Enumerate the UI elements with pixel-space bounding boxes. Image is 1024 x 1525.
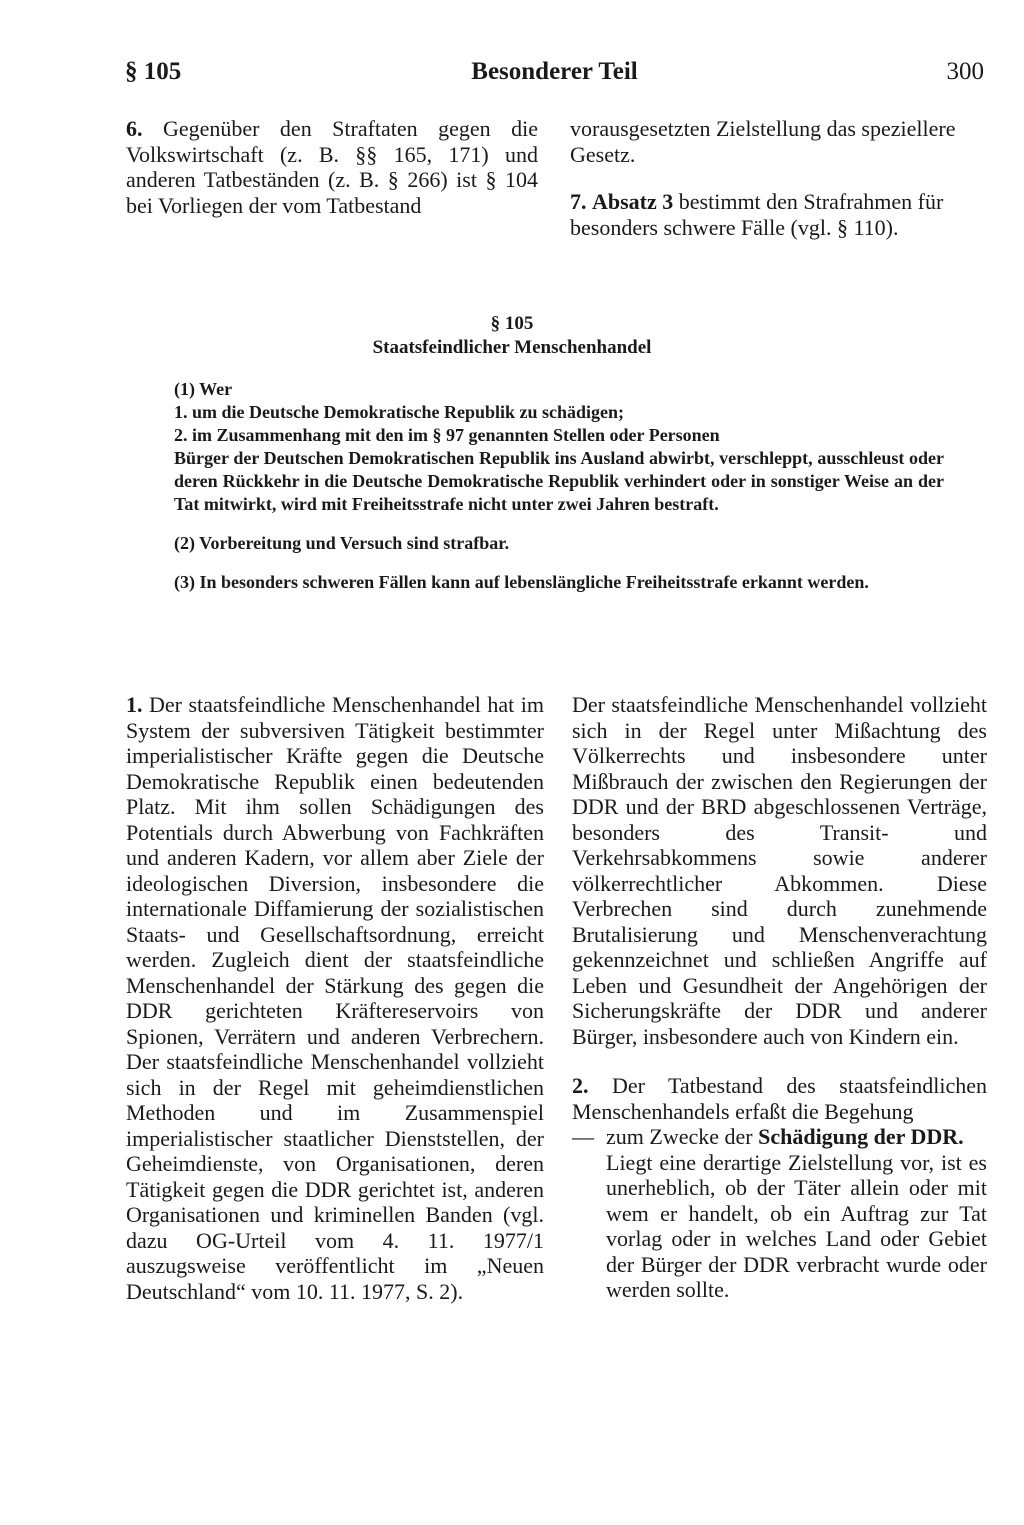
item-7-bold: Absatz 3	[592, 189, 674, 214]
item-7-text: bestimmt den Strafrahmen für besonders schwere Fälle (vgl. § 110).	[570, 189, 944, 240]
dash-text-bold: Schädigung der DDR.	[758, 1124, 964, 1149]
law-p1-intro: (1) Wer	[174, 379, 233, 399]
item-1-continuation: Der staatsfeindliche Menschenhandel vollzieht sich in der Regel unter Mißachtung des Völkerrechts und insbesondere unter Mißbrauch der zwischen den Regierungen der DDR und der BRD abgeschlossenen Verträge, besonders des Transit- und Verkehrsabkommens sowie anderer völkerrechtlicher Abkommen. Diese Verbrechen sind durch zunehmende Brutalisierung und Menschenverachtung gekennzeichnet und schließen Angriffe auf Leben und Gesundheit der Angehörigen der Sicherungskräfte der DDR und anderer Bürger, insbesondere auch von Kindern ein.	[572, 692, 987, 1049]
dash-marker: —	[572, 1124, 594, 1149]
item-7	[570, 189, 985, 240]
item-2-text: Der Tatbestand des staatsfeindlichen Menschenhandels erfaßt die Begehung	[572, 1073, 988, 1124]
commentary-right-column	[572, 692, 987, 1303]
item-1-text: Der staatsfeindliche Menschenhandel hat im System der subversiven Tätigkeit bestimmter imperialistischer Kräfte gegen die Deutsche Demokratische Republik einen bedeutenden Platz. Mit ihm sollen Schädigungen des Potentials durch Abwerbung von Fachkräften und anderen Kadern, vor allem aber Ziele der ideologischen Diversion, insbesondere die internationale Diffamierung der sozialistischen Staats- und Gesellschaftsordnung, erreicht werden. Zugleich dient der staatsfeindliche Menschenhandel der Stärkung des gegen die DDR gerichteten Kräftereservoirs von Spionen, Verrätern und anderen Verbrechern. Der staatsfeindliche Menschenhandel vollzieht sich in der Regel mit geheimdienstlichen Methoden und im Zusammenspiel imperialistischer staatlicher Dienststellen, der Geheimdienste, von Organisationen, deren Tätigkeit gegen die DDR gerichtet ist, anderen Organisationen und kriminellen Banden (vgl. dazu OG-Urteil vom 4. 11. 1977/1 auszugsweise veröffentlicht im „Neuen Deutschland“ vom 10. 11. 1977, S. 2).	[126, 692, 545, 1304]
top-left-column	[126, 116, 538, 218]
law-text	[174, 378, 944, 594]
law-p1-item2: 2. im Zusammenhang mit den im § 97 genannten Stellen oder Personen	[174, 425, 720, 445]
item-1-number: 1.	[126, 692, 143, 717]
page-number: 300	[946, 58, 984, 85]
top-right-column	[570, 116, 985, 240]
law-heading	[0, 312, 1024, 360]
dash-text-plain: zum Zwecke der	[606, 1124, 753, 1149]
law-section: § 105	[490, 313, 534, 334]
dash-list-item	[572, 1124, 987, 1150]
commentary-left-column	[126, 692, 544, 1304]
item-6-number: 6.	[126, 116, 143, 141]
item-7-number: 7.	[570, 189, 587, 214]
header-section: § 105	[125, 58, 182, 85]
page-header	[125, 58, 984, 98]
item-2	[572, 1073, 987, 1124]
law-p1-item1: 1. um die Deutsche Demokratische Republik zu schädigen;	[174, 402, 625, 422]
law-p1-rest: Bürger der Deutschen Demokratischen Republik ins Ausland abwirbt, verschleppt, ausschleust oder deren Rückkehr in die Deutsche Demokratische Republik verhindert oder in sonstiger Weise an der Tat mitwirkt, wird mit Freiheitsstrafe nicht unter zwei Jahren bestraft.	[174, 448, 944, 514]
law-p2: (2) Vorbereitung und Versuch sind strafbar.	[174, 533, 510, 553]
header-title: Besonderer Teil	[471, 58, 638, 85]
law-p3: (3) In besonders schweren Fällen kann auf lebenslängliche Freiheitsstrafe erkannt werden.	[174, 572, 869, 592]
dash-continuation: Liegt eine derartige Zielstellung vor, ist es unerheblich, ob der Täter allein oder mit wem er handelt, ob ein Auftrag zur Tat vorlag oder in welches Land oder Gebiet der Bürger der DDR verbracht wurde oder werden sollte.	[606, 1149, 987, 1302]
item-6-continuation: vorausgesetzten Zielstellung das speziellere Gesetz.	[570, 116, 956, 167]
item-2-number: 2.	[572, 1073, 589, 1098]
law-title: Staatsfeindlicher Menschenhandel	[372, 337, 652, 358]
item-6-text: Gegenüber den Straftaten gegen die Volkswirtschaft (z. B. §§ 165, 171) und anderen Tatbeständen (z. B. § 266) ist § 104 bei Vorliegen der vom Tatbestand	[126, 116, 539, 218]
